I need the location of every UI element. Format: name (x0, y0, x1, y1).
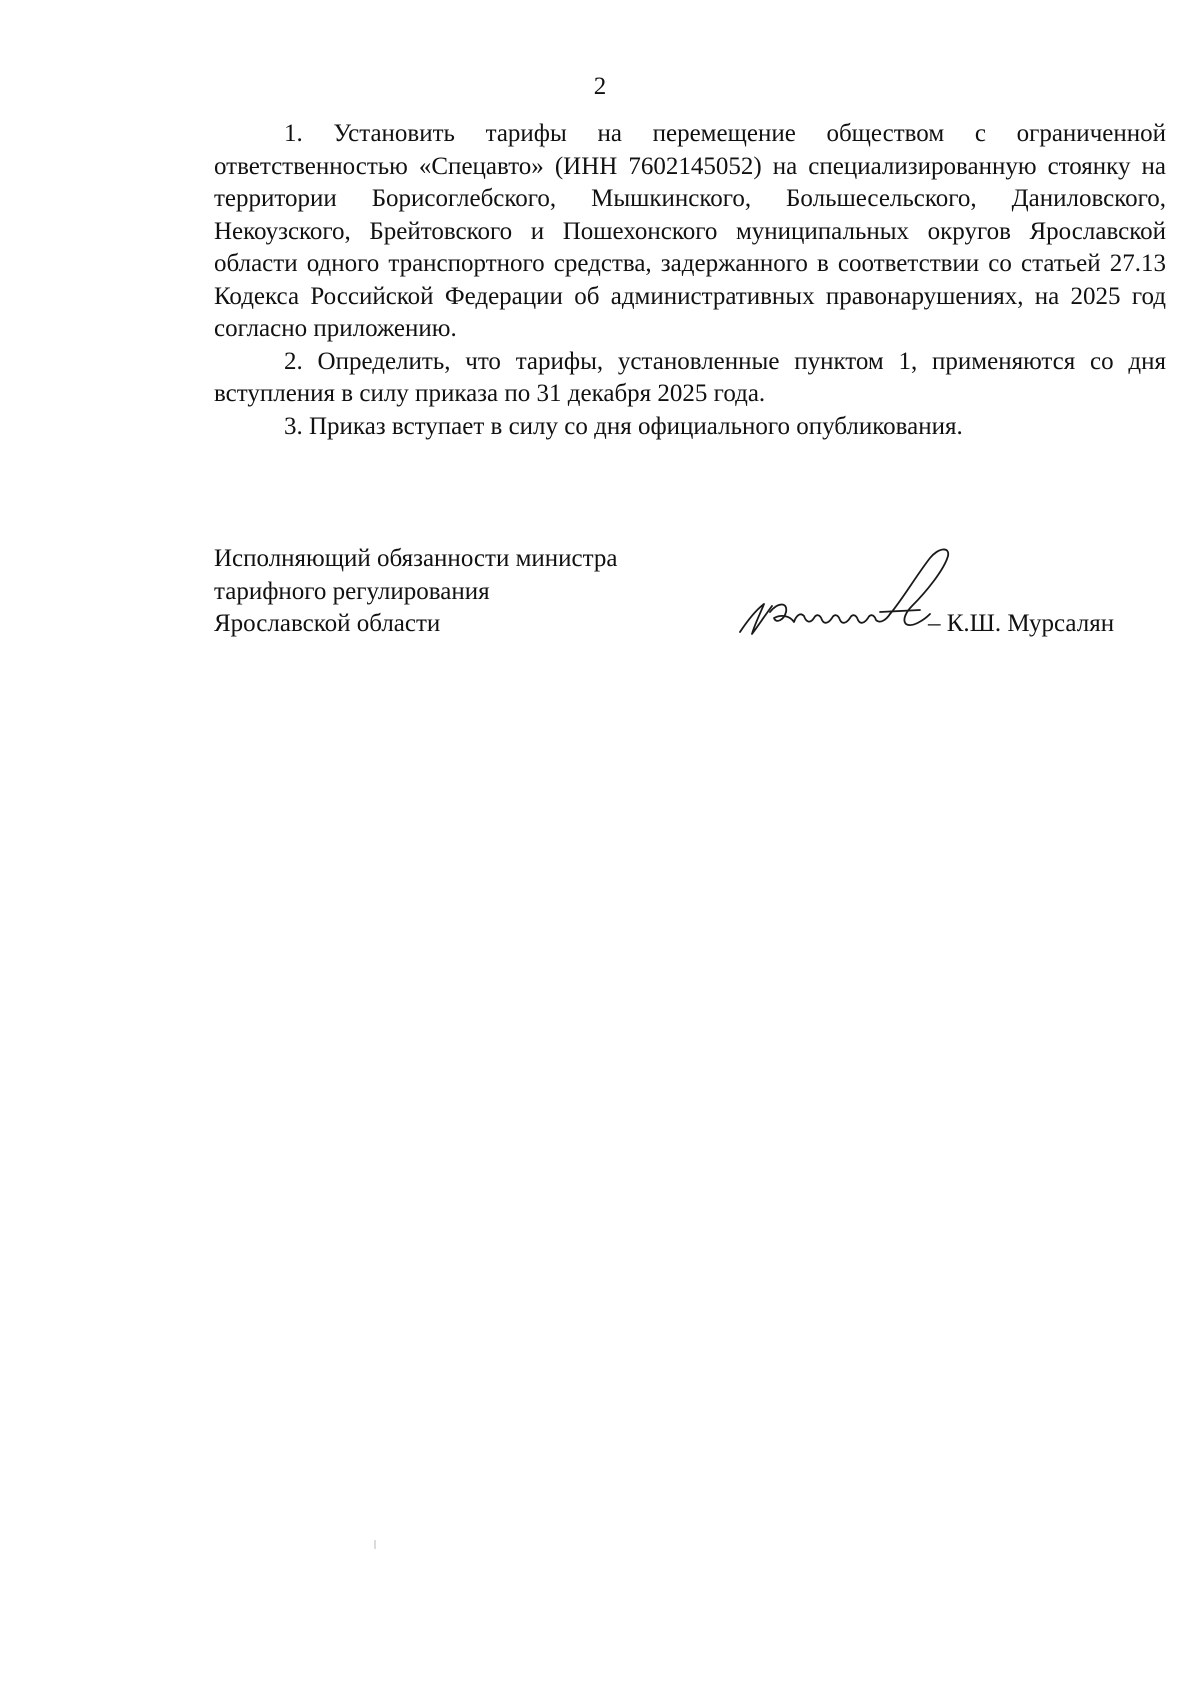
paragraph-3: 3. Приказ вступает в силу со дня официального опубликования. (284, 412, 963, 440)
paragraph-2: 2. Определить, что тарифы, установленные пунктом 1, применяются со дня вступления в силу приказа по 31 декабря 2025 года. (214, 347, 1166, 407)
signatory-name: – К.Ш. Мурсалян (928, 610, 1115, 637)
signatory-position (214, 543, 634, 641)
position-line-3: Ярославской области (214, 610, 441, 637)
position-line-2: тарифного регулирования (214, 577, 490, 605)
page-number: 2 (593, 73, 607, 100)
paragraph-1: 1. Установить тарифы на перемещение обществом с ограниченной ответственностью «Спецавто» (ИНН 7602145052) на специализированную стоянку на территории Борисоглебского, Мышкинского, Большесельского, Даниловского, Некоузского, Брейтовского и Пошехонского муниципальных округов Ярославской области одного транспортного средства, задержанного в соответствии со статьей 27.13 Кодекса Российской Федерации об административных правонарушениях, на 2025 год согласно приложению. (214, 120, 1166, 342)
position-line-1: Исполняющий обязанности министра (214, 545, 618, 572)
scan-artifact (374, 1540, 376, 1549)
order-body (214, 118, 1166, 443)
